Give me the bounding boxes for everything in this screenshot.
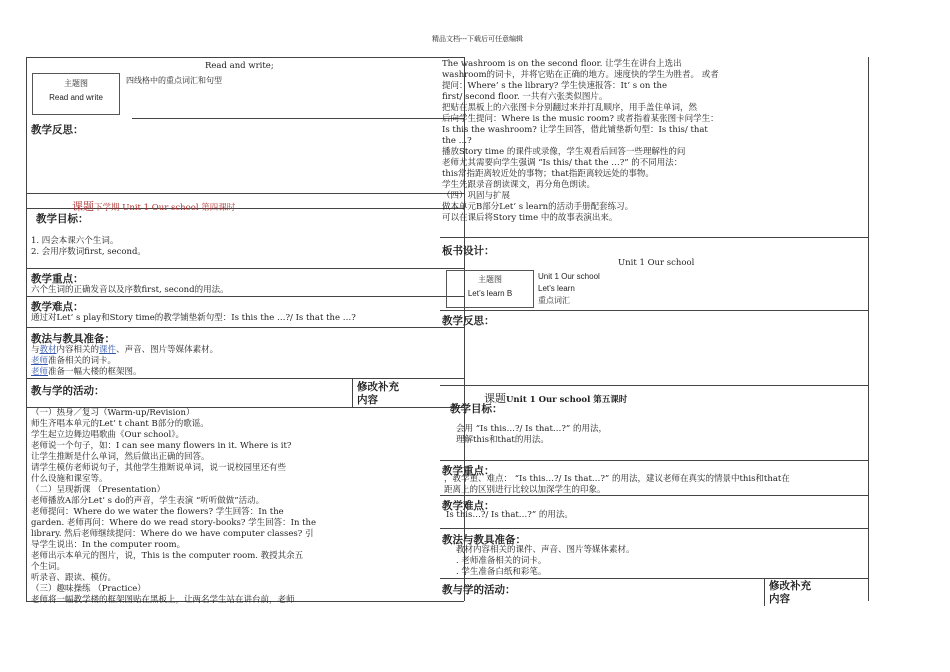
right-goals-heading: 教学目标： [450, 403, 503, 415]
right-method-line-3: . 学生准备白纸和彩笔。 [456, 567, 547, 577]
activity-line: library. 然后老师继续提问：Where do we have computer classes? 引 [31, 529, 314, 539]
activity-line: 老师将一幅教学楼的框架图贴在黑板上，让两名学生站在讲台前，老师 [31, 595, 295, 605]
board-design-heading: 板书设计： [442, 245, 495, 257]
right-goal-2: 理解this和that的用法。 [456, 435, 549, 445]
right-line: 可以在课后将Story time 中的故事表演出来。 [442, 213, 618, 223]
right-line: 把贴在黑板上的六张图卡分别翻过来并打乱顺序，用手盖住单词，然 [442, 103, 698, 113]
activity-line: （二）呈现新课 （Presentation） [31, 485, 166, 495]
right-line: the …? [442, 136, 472, 146]
right-key-line-1: ，教学重、难点： “Is this…?/ Is that…?” 的用法，建议老师在真实的情景中this和that在 [444, 474, 790, 484]
left-key-text: 六个生词的正确发音以及序数first, second的用法。 [31, 285, 229, 295]
right-line: first/ second floor. 一共有六张类似图片。 [442, 92, 608, 102]
left-activity-list [31, 408, 316, 606]
left-lesson-title [72, 195, 235, 214]
right-line: 提问：Where’ s the library? 学生快速报答：It’ s on the [442, 81, 668, 91]
right-key-heading: 教学重点： [442, 465, 495, 477]
left-goal-2: 2. 会用序数词first, second。 [31, 247, 146, 257]
left-activity-heading: 教与学的活动： [31, 385, 105, 397]
right-line: Is this the washroom? 让学生回答，借此铺垫新句型：Is this/ that [442, 125, 708, 135]
activity-line: garden. 老师再问：Where do we read story-books? 学生回答：In the [31, 518, 317, 528]
right-key-line-2: 距离上的区别进行比较以加深学生的印象。 [444, 485, 606, 495]
activity-line: 导学生说出：In the computer room。 [31, 540, 186, 550]
right-difficulty-heading: 教学难点： [442, 500, 495, 512]
activity-line: 老师出示本单元的图片，说，This is the computer room. 教授其余五 [31, 551, 304, 561]
left-method-heading: 教法与教具准备： [31, 333, 115, 345]
right-method-line-2: . 老师准备相关的词卡。 [456, 556, 547, 566]
board-box-title: 主题图 [478, 275, 502, 284]
right-top-text [442, 59, 719, 224]
left-top-caption: Read and write; [205, 61, 274, 71]
right-line: this常指距离较近处的事物；that指距离较远处的事物。 [442, 169, 654, 179]
activity-line: 老师播放A部分Let’ s do的声音，学生表演 “听听做做”活动。 [31, 496, 265, 506]
right-reflection-heading: 教学反思： [442, 315, 495, 327]
right-line: 后向学生提问：Where is the music room? 或者指着某张图卡问学生： [442, 114, 719, 124]
theme-box-title: 主题图 [64, 79, 88, 88]
right-method-line-1: 教材内容相关的课件、声音、图片等媒体素材。 [456, 545, 635, 555]
left-method-line-3: 老师准备一幅大楼的框架图。 [31, 367, 142, 377]
left-difficulty-text: 通过对Let’ s play和Story time的教学铺垫新句型：Is this the …?/ Is that the …? [31, 313, 356, 323]
courseware-link[interactable]: 课件 [99, 345, 117, 355]
teacher-link[interactable]: 老师 [31, 356, 49, 366]
right-line: （四）巩固与扩展 [442, 191, 511, 201]
teacher-link[interactable]: 老师 [31, 367, 49, 377]
activity-line: 让学生推断是什么单词，然后做出正确的回答。 [31, 452, 210, 462]
board-title: Unit 1 Our school [618, 258, 695, 268]
left-key-heading: 教学重点： [31, 273, 84, 285]
board-box-sub: Let’s learn B [467, 289, 513, 298]
left-method-line-1: 与教材内容相关的课件、声音、图片等媒体素材。 [31, 345, 219, 355]
lesson-title-prefix: 课题 [72, 201, 94, 213]
board-line-3: 重点词汇 [538, 296, 570, 305]
left-goals-heading: 教学目标： [36, 213, 89, 225]
activity-line: 老师提问：Where do we water the flowers? 学生回答：In the [31, 507, 284, 517]
theme-note: 四线格中的重点词汇和句型 [126, 76, 222, 85]
right-line: The washroom is on the second floor. 让学生在讲台上选出 [442, 59, 682, 69]
left-revise-heading: 修改补充内容 [357, 381, 399, 406]
activity-line: 什么设施和课室等。 [31, 474, 108, 484]
theme-image-box [32, 73, 120, 115]
left-difficulty-heading: 教学难点： [31, 301, 84, 313]
right-line: 老师尤其需要向学生强调 “Is this/ that the …?” 的不同用法： [442, 158, 683, 168]
board-line-1: Unit 1 Our school [538, 272, 600, 281]
activity-line: 请学生模仿老师说句子，其他学生推断说单词，说一说校园里还有些 [31, 463, 287, 473]
activity-line: 学生起立边舞边唱歌曲《Our school》。 [31, 430, 185, 440]
right-method-heading: 教法与教具准备： [442, 534, 526, 546]
activity-line: （一）热身／复习（Warm-up/Revision） [31, 408, 195, 418]
theme-box-sub: Read and write [49, 93, 103, 102]
activity-line: 个生词。 [31, 562, 66, 572]
left-reflection-heading: 教学反思： [31, 124, 84, 136]
board-line-2: Let’s learn [538, 284, 575, 293]
right-line: 播放Story time 的课件或录像，学生观看后回答一些理解性的问 [442, 147, 686, 157]
right-line: washroom的词卡，并将它贴在正确的地方。速度快的学生为胜者。 或者 [442, 70, 719, 80]
lesson-title-text: 下学期 Unit 1 Our school 第四课时 [94, 203, 236, 213]
board-theme-box [446, 270, 534, 308]
right-revise-heading: 修改补充内容 [769, 580, 811, 605]
activity-line: 听录音、跟读、模仿。 [31, 573, 117, 583]
right-line: 做本单元B部分Let’ s learn的活动手册配套练习。 [442, 202, 634, 212]
textbook-link[interactable]: 教材 [39, 345, 57, 355]
left-method-line-2: 老师准备相关的词卡。 [31, 356, 117, 366]
activity-line: 老师说一个句子，如：I can see many flowers in it. Where is it? [31, 441, 292, 451]
activity-line: （三）趣味操练 （Practice） [31, 584, 146, 594]
right-difficulty-text: Is this…?/ Is that…?” 的用法。 [446, 510, 573, 520]
lesson-title-prefix: 课题 [484, 393, 506, 405]
activity-line: 师生齐唱本单元的Let’ t chant B部分的歌谣。 [31, 419, 209, 429]
right-lesson-title [484, 387, 627, 406]
right-goal-1: 会用 “Is this…?/ Is that…?” 的用法， [456, 424, 607, 434]
page-header: 精品文档---下载后可任意编辑 [432, 36, 523, 43]
lesson-title-text: Unit 1 Our school 第五课时 [506, 395, 628, 405]
left-goal-1: 1. 四会本课六个生词。 [31, 236, 119, 246]
right-activity-heading: 教与学的活动： [442, 584, 516, 596]
right-line: 学生先跟录音朗读课文，再分角色朗读。 [442, 180, 596, 190]
